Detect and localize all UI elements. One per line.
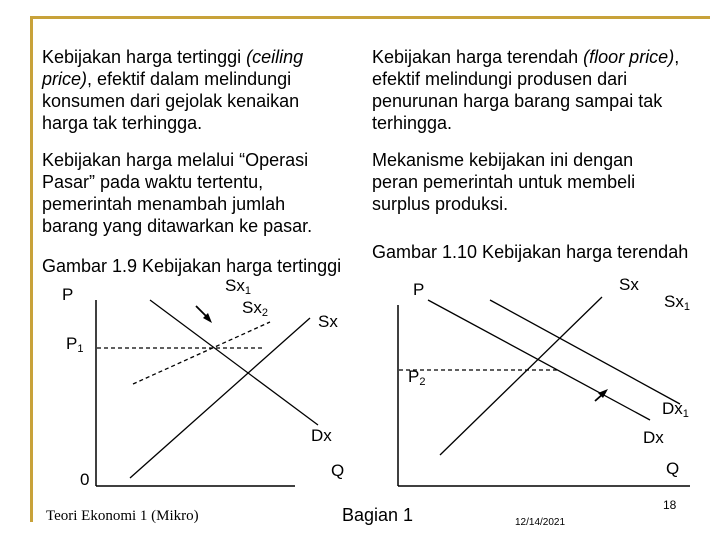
footer-date: 12/14/2021 xyxy=(515,517,566,528)
right-p2-label xyxy=(408,367,425,388)
left-q-axis-label: Q xyxy=(331,461,345,480)
left-p1-base: P xyxy=(66,334,78,353)
right-dx1-sub: 1 xyxy=(682,408,689,420)
left-demand-dx-line xyxy=(150,300,318,425)
left-p1-label xyxy=(66,334,83,355)
text-floor-italic: (floor price) xyxy=(583,47,675,67)
right-demand-dx1-line xyxy=(490,300,680,404)
right-sx-label: Sx xyxy=(619,275,639,294)
right-sx1-base: Sx xyxy=(664,292,684,311)
text-market-operation: Kebijakan harga melalui “Operasi Pasar” pada waktu tertentu, pemerintah menambah jumlah barang yang ditawarkan ke pasar. xyxy=(42,150,313,236)
caption-figure-1-9: Gambar 1.9 Kebijakan harga tertinggi xyxy=(42,256,342,276)
right-dx-label: Dx xyxy=(643,428,664,447)
text-surplus-purchase: Mekanisme kebijakan ini dengan peran pemerintah untuk membeli surplus produksi. xyxy=(372,150,636,214)
left-origin-label: 0 xyxy=(80,470,90,489)
text-ceiling-pre: Kebijakan harga tertinggi xyxy=(42,47,247,67)
left-sx2-base: Sx xyxy=(242,298,262,317)
footer-book-title: Teori Ekonomi 1 (Mikro) xyxy=(46,508,199,524)
right-p2-sub: 2 xyxy=(419,376,426,388)
left-sx-label: Sx xyxy=(318,312,338,331)
left-p1-sub: 1 xyxy=(77,343,84,355)
left-sx2-sub: 2 xyxy=(261,307,268,319)
right-dx1-label xyxy=(662,399,689,420)
footer-page-number: 18 xyxy=(663,498,677,512)
left-sx1-sub: 1 xyxy=(244,285,251,297)
left-sx1-base: Sx xyxy=(225,276,245,295)
left-p-axis-label: P xyxy=(62,285,74,304)
left-supply-sx-line xyxy=(130,318,310,478)
text-ceiling-post: , efektif dalam melindungi konsumen dari gejolak kenaikan harga tak terhingga. xyxy=(42,69,300,133)
right-sx1-label xyxy=(664,292,690,313)
right-supply-sx-line xyxy=(440,297,602,455)
right-q-axis-label: Q xyxy=(666,459,680,478)
left-dx-label: Dx xyxy=(311,426,332,445)
left-sx2-label xyxy=(242,298,268,319)
right-dx1-base: Dx xyxy=(662,399,683,418)
left-sx1-label xyxy=(225,276,251,297)
text-ceiling-italic: (ceiling price) xyxy=(42,47,304,89)
caption-figure-1-10: Gambar 1.10 Kebijakan harga terendah xyxy=(372,242,689,262)
text-floor-post: , efektif melindungi produsen dari penurunan harga barang sampai tak terhingga. xyxy=(372,47,680,133)
right-p2-base: P xyxy=(408,367,420,386)
footer-part: Bagian 1 xyxy=(342,505,414,525)
right-sx1-sub: 1 xyxy=(683,301,690,313)
text-floor-pre: Kebijakan harga terendah xyxy=(372,47,584,67)
right-demand-dx-line xyxy=(428,300,650,420)
right-p-axis-label: P xyxy=(413,280,425,299)
